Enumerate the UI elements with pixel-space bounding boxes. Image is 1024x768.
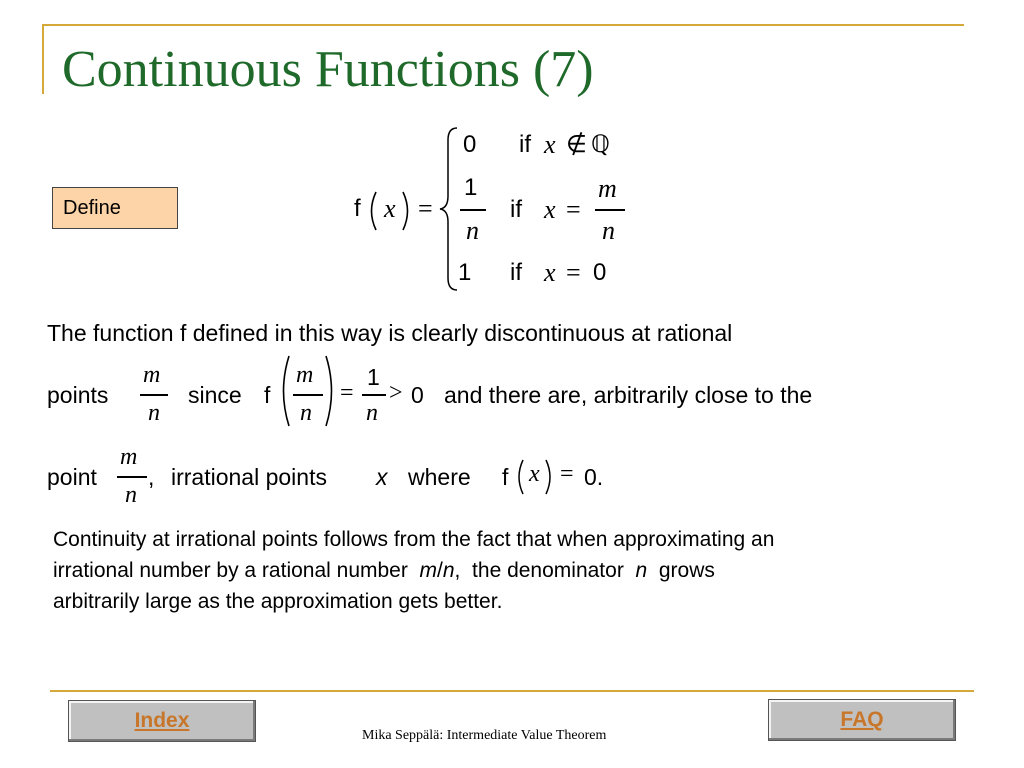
para2-n: n (442, 559, 455, 582)
case2-eq: = (566, 195, 581, 224)
para1-f-m: m (296, 362, 314, 388)
para1-one-n: n (366, 400, 378, 426)
case2-den: n (466, 216, 479, 245)
slide-title: Continuous Functions (7) (62, 41, 594, 98)
para1-one-frac-bar (362, 394, 386, 396)
case3-eq: = (566, 258, 581, 287)
para1-where: where (408, 464, 471, 490)
para2-m: m (419, 559, 438, 582)
para2-line2 (53, 555, 774, 586)
bottom-rule (50, 690, 974, 692)
top-rule (42, 24, 964, 26)
paragraph-continuity (53, 524, 774, 617)
case3-zero: 0 (593, 259, 607, 286)
para1-irrational: irrational points (171, 464, 327, 490)
lhs-x: x (384, 194, 396, 223)
para1-eq-zero: 0. (584, 464, 604, 490)
para2-line3: arbitrarily large as the approximation gets better. (53, 590, 503, 613)
para2-n2: n (635, 559, 648, 582)
para1-x: x (376, 464, 388, 490)
para1-since: since (188, 382, 242, 408)
lhs-equals: = (418, 194, 433, 223)
para2-slash: / (437, 559, 443, 582)
para1-f: f (264, 382, 271, 408)
faq-button[interactable] (768, 699, 956, 741)
para1-f-frac-bar (293, 394, 323, 396)
index-button-label: Index (134, 709, 190, 732)
case3-if: if (510, 259, 522, 286)
index-button[interactable] (68, 700, 256, 742)
case1-set: ℚ (591, 132, 610, 158)
para1-frac-n: n (148, 400, 160, 426)
case3-x: x (544, 258, 556, 287)
case2-frac-bar2 (595, 209, 625, 211)
case2-frac-bar (460, 209, 486, 211)
para1-one: 1 (367, 364, 380, 390)
para1-comma: , (148, 464, 155, 490)
para1-close-paren (322, 354, 338, 428)
case2-den2: n (602, 216, 615, 245)
para1-point-n: n (125, 482, 137, 508)
para1-where-open-paren (514, 458, 526, 496)
case2-num2: m (598, 174, 617, 203)
para1-frac-bar (140, 394, 168, 396)
para1-zero: 0 (411, 382, 424, 408)
case3-value: 1 (458, 259, 472, 286)
case1-value: 0 (463, 131, 477, 158)
lhs-open-paren (366, 190, 380, 232)
para1-point: point (47, 464, 97, 490)
case2-x: x (544, 195, 556, 224)
para1-open-paren (277, 354, 293, 428)
para1-point-frac-bar (117, 476, 147, 478)
case2-num: 1 (464, 174, 478, 201)
para1-f-n: n (300, 400, 312, 426)
lhs-close-paren (399, 190, 413, 232)
para1-frac-m: m (143, 362, 161, 388)
para1-where-eq: = (560, 461, 574, 487)
case2-if: if (510, 196, 522, 223)
para2-line1: Continuity at irrational points follows from the fact that when approximating an (53, 528, 775, 551)
para1-eq: = (340, 380, 354, 406)
para1-point-m: m (120, 444, 138, 470)
para1-gt: > (389, 380, 403, 406)
para1-points: points (47, 382, 109, 408)
cases-brace (437, 126, 459, 292)
case1-if: if (519, 131, 531, 158)
lhs-f: f (354, 195, 361, 222)
footer-text: Mika Seppälä: Intermediate Value Theorem (362, 728, 607, 743)
para1-rest: and there are, arbitrarily close to the (444, 382, 813, 408)
para1-where-f: f (502, 464, 509, 490)
para2-line2a: irrational number by a rational number (53, 559, 420, 582)
para2-line2b: , the denominator (454, 559, 636, 582)
para1-where-close-paren (543, 458, 555, 496)
para2-line2c: grows (647, 559, 715, 582)
case1-x: x (544, 130, 556, 159)
para1-line1: The function f defined in this way is clearly discontinuous at rational (47, 320, 733, 346)
para1-where-x: x (529, 461, 540, 487)
faq-button-label: FAQ (840, 708, 884, 731)
define-label: Define (52, 187, 178, 229)
case1-not-in: ∉ (566, 132, 587, 158)
left-rule (42, 24, 44, 94)
